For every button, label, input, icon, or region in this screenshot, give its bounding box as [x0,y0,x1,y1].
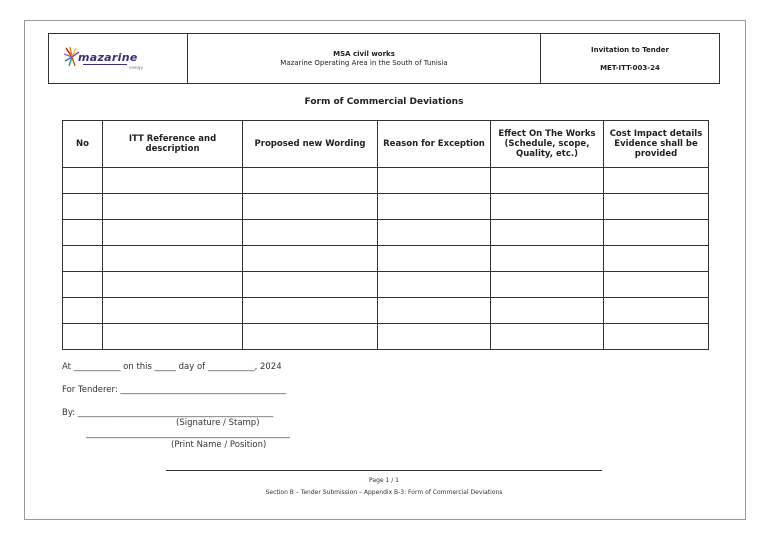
column-header-proposed-wording: Proposed new Wording [243,121,378,168]
table-cell[interactable] [103,194,243,220]
page-number: Page 1 / 1 [369,477,399,484]
table-cell[interactable] [491,324,604,350]
table-row [63,246,709,272]
table-row [63,220,709,246]
project-subtitle: Mazarine Operating Area in the South of Tunisia [280,58,448,67]
tenderer-line: For Tenderer: _______________________________________ [62,385,287,395]
company-logo [49,34,188,83]
column-header-cost-impact: Cost Impact details Evidence shall be provided [604,121,709,168]
deviations-table [62,120,709,350]
document-type: Invitation to Tender [591,45,669,54]
table-cell[interactable] [491,168,604,194]
table-cell[interactable] [63,246,103,272]
table-cell[interactable] [378,298,491,324]
project-info [188,34,541,83]
table-cell[interactable] [103,246,243,272]
table-cell[interactable] [63,324,103,350]
table-header-row [63,121,709,168]
table-cell[interactable] [378,272,491,298]
table-row [63,298,709,324]
table-cell[interactable] [103,168,243,194]
project-title: MSA civil works [333,49,395,58]
table-cell[interactable] [243,246,378,272]
table-cell[interactable] [243,168,378,194]
table-cell[interactable] [491,194,604,220]
location-date-line: At ___________ on this _____ day of ___________, 2024 [62,362,282,372]
table-cell[interactable] [103,220,243,246]
column-header-no: No [63,121,103,168]
document-reference [541,34,719,83]
table-row [63,324,709,350]
table-row [63,272,709,298]
table-cell[interactable] [491,298,604,324]
table-cell[interactable] [243,220,378,246]
document-header [48,33,720,84]
table-cell[interactable] [243,324,378,350]
table-cell[interactable] [604,246,709,272]
table-cell[interactable] [378,324,491,350]
table-cell[interactable] [63,220,103,246]
table-cell[interactable] [103,272,243,298]
table-cell[interactable] [103,298,243,324]
table-cell[interactable] [63,168,103,194]
table-cell[interactable] [63,272,103,298]
column-header-reason: Reason for Exception [378,121,491,168]
table-cell[interactable] [63,298,103,324]
table-cell[interactable] [243,298,378,324]
column-header-effect: Effect On The Works (Schedule, scope, Quality, etc.) [491,121,604,168]
logo-underline [83,64,127,65]
table-cell[interactable] [604,194,709,220]
table-cell[interactable] [604,272,709,298]
logo-wordmark: mazarine [78,51,138,64]
print-name-line: ________________________________________________ [86,429,290,439]
table-cell[interactable] [604,298,709,324]
form-title: Form of Commercial Deviations [304,97,464,107]
table-cell[interactable] [604,168,709,194]
table-cell[interactable] [378,194,491,220]
table-cell[interactable] [243,194,378,220]
signed-by-line: By: ______________________________________________ [62,408,274,418]
table-row [63,194,709,220]
print-name-caption: (Print Name / Position) [171,440,267,450]
signature-caption: (Signature / Stamp) [176,418,260,428]
table-cell[interactable] [491,220,604,246]
column-header-itt-reference: ITT Reference and description [103,121,243,168]
footer-divider [166,470,602,471]
table-cell[interactable] [604,324,709,350]
table-cell[interactable] [491,272,604,298]
table-cell[interactable] [378,168,491,194]
table-row [63,168,709,194]
table-cell[interactable] [378,220,491,246]
table-cell[interactable] [63,194,103,220]
table-cell[interactable] [103,324,243,350]
document-code: MET-ITT-003-24 [600,63,660,72]
table-cell[interactable] [604,220,709,246]
table-cell[interactable] [378,246,491,272]
logo-subtext: energy [129,65,143,70]
table-cell[interactable] [243,272,378,298]
table-cell[interactable] [491,246,604,272]
table-body [63,168,709,350]
footer-section-title: Section B – Tender Submission – Appendix B-3: Form of Commercial Deviations [265,489,503,496]
